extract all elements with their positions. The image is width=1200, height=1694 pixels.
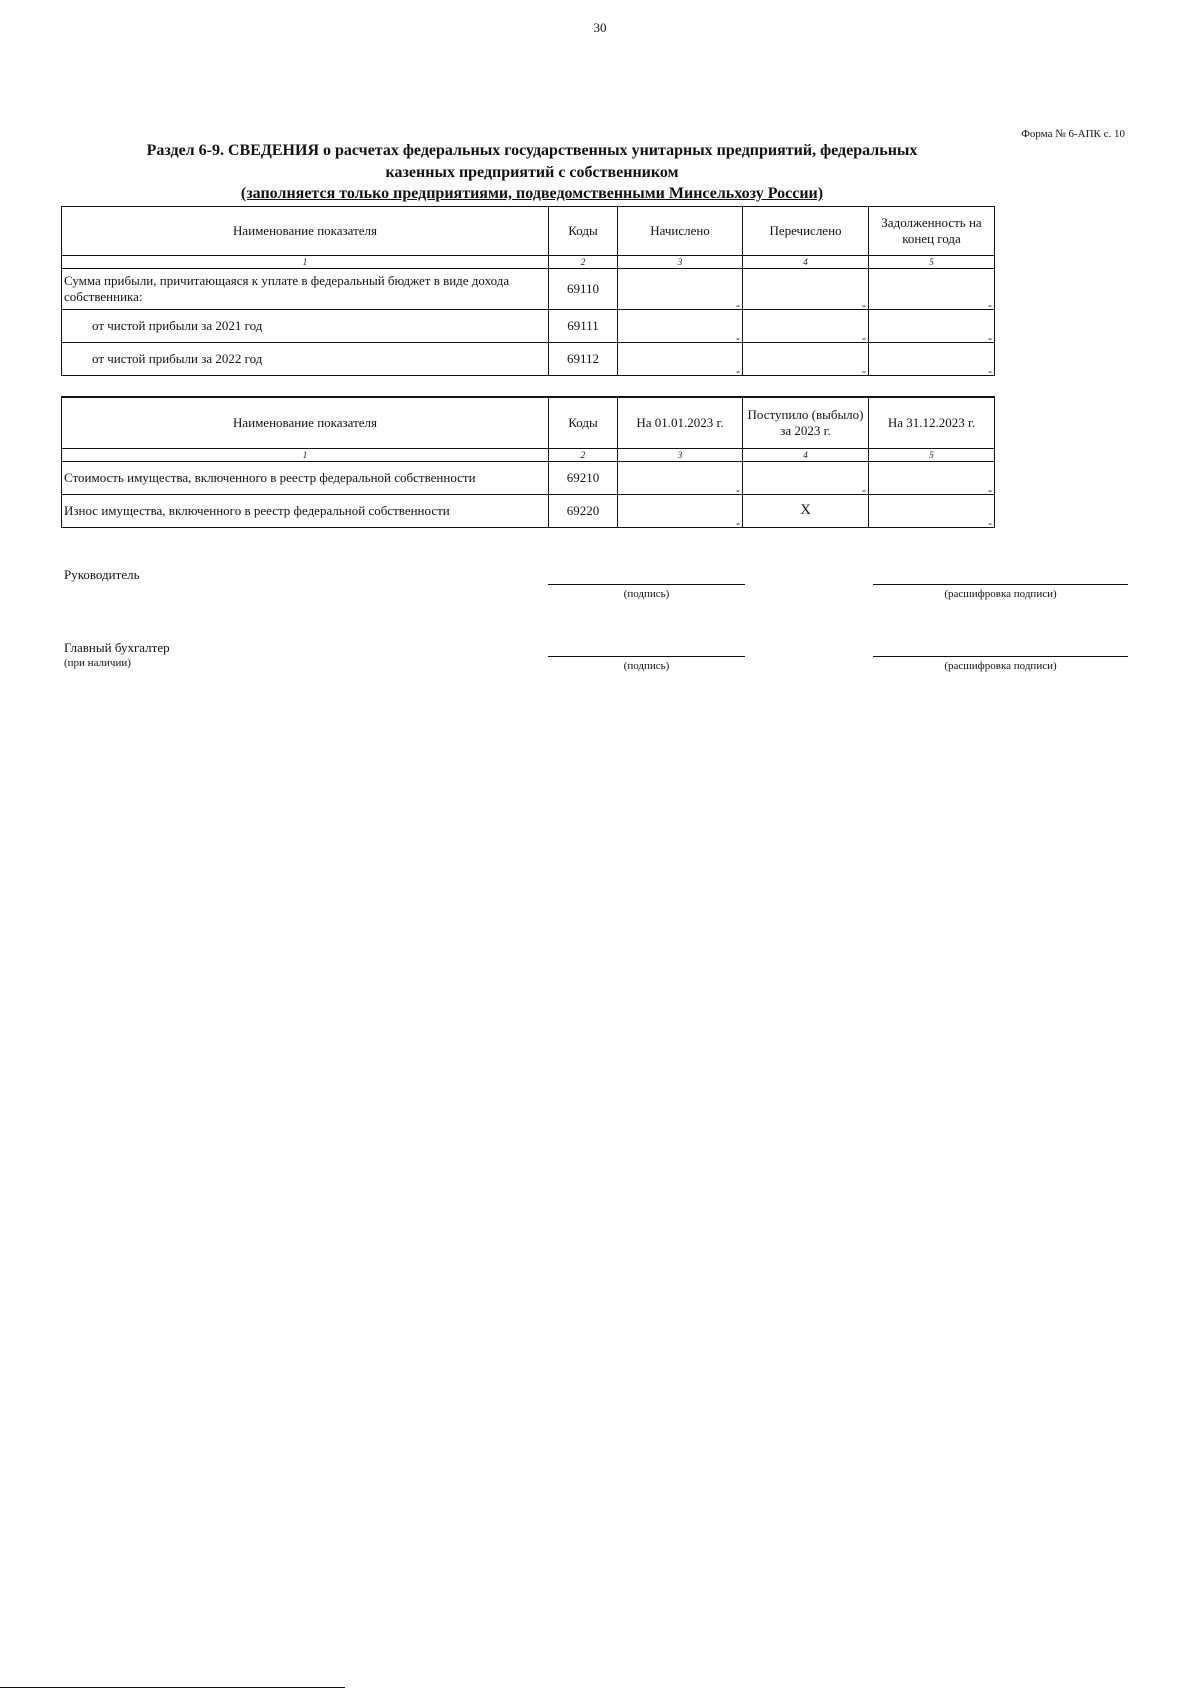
settlements-table (61, 206, 995, 376)
column-number: 2 (549, 448, 618, 461)
table-row (62, 494, 995, 527)
value-cell[interactable] (618, 343, 743, 376)
table-header-row (62, 207, 995, 256)
accountant-role-label: Главный бухгалтер (64, 640, 170, 655)
value-cell[interactable] (618, 310, 743, 343)
section-title-line-3: (заполняется только предприятиями, подведомственными Минсельхозу России) (240, 185, 824, 202)
header-received-disposed: Поступило (выбыло) за 2023 г. (743, 397, 869, 448)
value-cell[interactable] (618, 461, 743, 497)
row-name: от чистой прибыли за 2021 год (62, 310, 549, 343)
row-name: от чистой прибыли за 2022 год (62, 343, 549, 376)
value-cell[interactable] (618, 494, 743, 530)
value: - (736, 482, 740, 497)
column-number: 4 (743, 448, 869, 461)
head-name-caption: (расшифровка подписи) (944, 588, 1057, 600)
value: - (736, 331, 740, 345)
head-role-label: Руководитель (64, 567, 140, 582)
column-number-row (62, 256, 995, 269)
accountant-name-caption: (расшифровка подписи) (944, 660, 1057, 672)
property-table (61, 396, 995, 528)
column-number: 3 (618, 448, 743, 461)
table-row (62, 343, 995, 376)
row-name: Износ имущества, включенного в реестр федеральной собственности (62, 494, 549, 527)
table-header-row (62, 397, 995, 448)
column-number: 5 (869, 448, 995, 461)
value-cell-not-applicable (743, 494, 869, 527)
header-end-of-year: На 31.12.2023 г. (869, 397, 995, 448)
value-cell[interactable] (743, 310, 869, 343)
value: - (862, 298, 866, 312)
row-name: Сумма прибыли, причитающаяся к уплате в федеральный бюджет в виде дохода собственника: (62, 269, 549, 310)
page-number: 30 (593, 20, 607, 35)
accountant-role-note: (при наличии) (64, 657, 131, 669)
value-cell[interactable] (618, 269, 743, 310)
table-row (62, 310, 995, 343)
header-codes: Коды (549, 397, 618, 448)
header-start-of-year: На 01.01.2023 г. (618, 397, 743, 448)
form-label: Форма № 6-АПК с. 10 (1021, 128, 1125, 140)
section-title-line-1: Раздел 6-9. СВЕДЕНИЯ о расчетах федеральных государственных унитарных предприятий, федеральных (146, 142, 918, 159)
header-indicator-name: Наименование показателя (62, 207, 549, 256)
table-row (62, 269, 995, 310)
value: - (862, 331, 866, 345)
value: - (988, 515, 992, 530)
head-signature-caption: (подпись) (623, 588, 670, 600)
accountant-signature-caption: (подпись) (623, 660, 670, 672)
value: - (736, 364, 740, 378)
column-number: 5 (869, 256, 995, 269)
value-cell[interactable] (869, 461, 995, 497)
column-number: 4 (743, 256, 869, 269)
value: - (988, 364, 992, 378)
value-cell[interactable] (869, 343, 995, 376)
value: - (862, 364, 866, 378)
row-code: 69111 (549, 310, 618, 343)
column-number: 1 (62, 448, 549, 461)
header-debt-end-of-year: Задолженность на конец года (869, 207, 995, 256)
accountant-name-line[interactable] (873, 656, 1128, 657)
row-code: 69210 (549, 461, 618, 494)
footer-divider (0, 1687, 345, 1688)
value: - (988, 482, 992, 497)
head-signature-line[interactable] (548, 584, 745, 585)
value: - (736, 515, 740, 530)
value: - (988, 331, 992, 345)
value: - (988, 298, 992, 312)
column-number: 3 (618, 256, 743, 269)
row-code: 69220 (549, 494, 618, 527)
value-cell[interactable] (869, 269, 995, 310)
value: - (862, 482, 866, 497)
table-row (62, 461, 995, 494)
value-cell[interactable] (869, 310, 995, 343)
value: - (736, 298, 740, 312)
header-codes: Коды (549, 207, 618, 256)
section-title-line-2: казенных предприятий с собственником (385, 164, 679, 181)
header-indicator-name: Наименование показателя (62, 397, 549, 448)
column-number: 2 (549, 256, 618, 269)
header-accrued: Начислено (618, 207, 743, 256)
value-cell[interactable] (743, 343, 869, 376)
row-code: 69110 (549, 269, 618, 310)
row-name: Стоимость имущества, включенного в реестр федеральной собственности (62, 461, 549, 494)
column-number: 1 (62, 256, 549, 269)
column-number-row (62, 448, 995, 461)
value-cell[interactable] (869, 494, 995, 530)
not-applicable-mark: X (800, 502, 811, 518)
row-code: 69112 (549, 343, 618, 376)
value-cell[interactable] (743, 269, 869, 310)
head-name-line[interactable] (873, 584, 1128, 585)
accountant-signature-line[interactable] (548, 656, 745, 657)
value-cell[interactable] (743, 461, 869, 497)
header-transferred: Перечислено (743, 207, 869, 256)
